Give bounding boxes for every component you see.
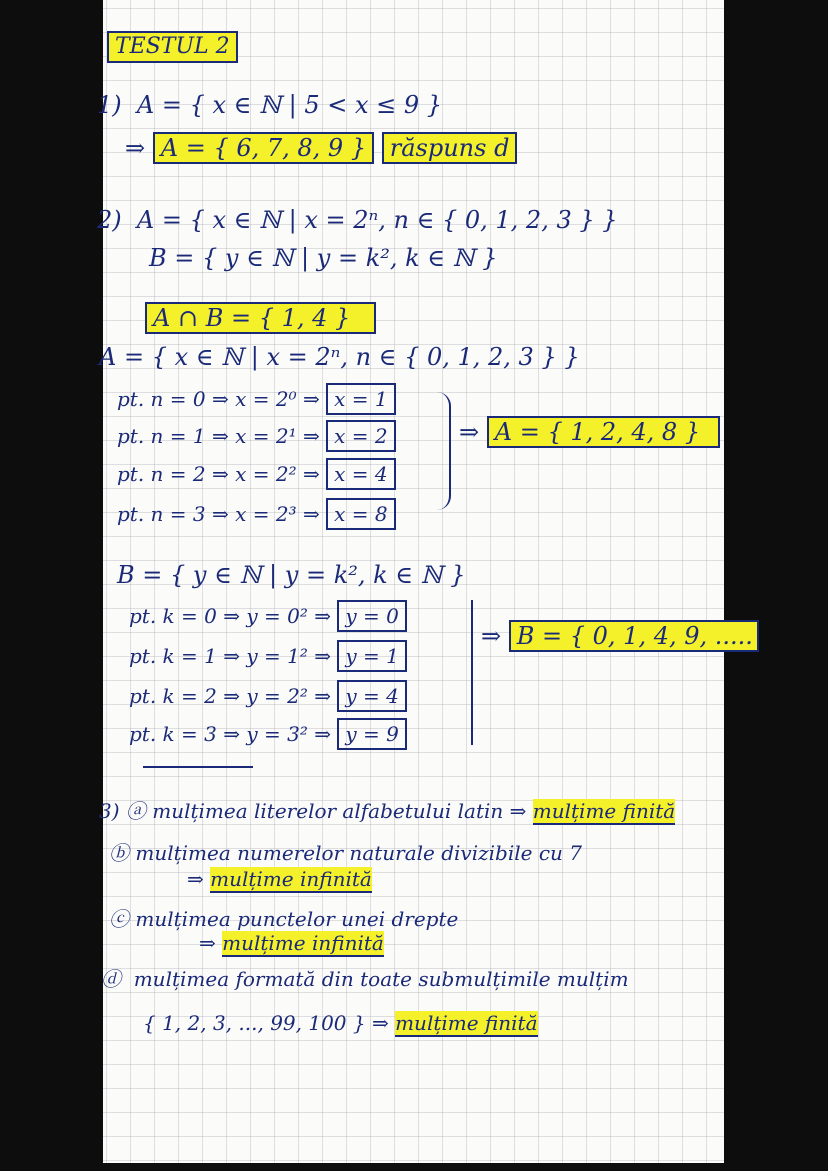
q3b-answer-line: ⇒ mulțime infinită [187, 867, 372, 891]
end-rule [143, 766, 253, 768]
q2-def-a-again: A = { x ∈ ℕ | x = 2ⁿ, n ∈ { 0, 1, 2, 3 } } [99, 343, 580, 371]
q3d-line: ⓓ mulțimea formată din toate submulțimile mulțim [101, 967, 629, 991]
q1-choice: răspuns d [382, 132, 518, 164]
b-result-line: ⇒ B = { 0, 1, 4, 9, ..... [481, 620, 759, 652]
q2-def-a: 2) A = { x ∈ ℕ | x = 2ⁿ, n ∈ { 0, 1, 2, 3 } } [97, 206, 618, 234]
b-step: pt. k = 2 ⇒ y = 2² ⇒ y = 4 [129, 680, 407, 712]
q3d-answer: mulțime finită [395, 1011, 538, 1035]
right-edge [724, 0, 828, 1171]
b-step: pt. k = 3 ⇒ y = 3² ⇒ y = 9 [129, 718, 407, 750]
notebook-page [97, 0, 753, 1163]
b-step: pt. k = 1 ⇒ y = 1² ⇒ y = 1 [129, 640, 407, 672]
q3c-answer: mulțime infinită [222, 931, 384, 955]
a-result-line: ⇒ A = { 1, 2, 4, 8 } [459, 416, 720, 448]
a-step: pt. n = 2 ⇒ x = 2² ⇒ x = 4 [117, 458, 396, 490]
b-divider [471, 600, 473, 745]
q3a-line: 3) ⓐ mulțimea literelor alfabetului latin ⇒ mulțime finită [99, 799, 676, 823]
q1-answer: A = { 6, 7, 8, 9 } [153, 132, 374, 164]
q2-def-b: B = { y ∈ ℕ | y = k², k ∈ ℕ } [149, 244, 498, 272]
q1-answer-line: ⇒ A = { 6, 7, 8, 9 } răspuns d [125, 132, 517, 164]
q2-def-b-again: B = { y ∈ ℕ | y = k², k ∈ ℕ } [117, 561, 466, 589]
q1-statement: 1) A = { x ∈ ℕ | 5 < x ≤ 9 } [97, 91, 443, 119]
q3c-line: ⓒ mulțimea punctelor unei drepte [109, 907, 459, 931]
q3b-line: ⓑ mulțimea numerelor naturale divizibile cu 7 [109, 841, 583, 865]
a-step: pt. n = 0 ⇒ x = 2⁰ ⇒ x = 1 [117, 383, 396, 415]
a-brace [435, 392, 451, 510]
left-edge [0, 0, 103, 1171]
q3a-answer: mulțime finită [532, 799, 676, 823]
page-title: TESTUL 2 [107, 30, 238, 63]
bottom-edge [0, 1163, 828, 1171]
q2-intersection: A ∩ B = { 1, 4 } [145, 302, 376, 334]
q3c-answer-line: ⇒ mulțime infinită [199, 931, 384, 955]
q3b-answer: mulțime infinită [210, 867, 372, 891]
b-step: pt. k = 0 ⇒ y = 0² ⇒ y = 0 [129, 600, 407, 632]
a-step: pt. n = 1 ⇒ x = 2¹ ⇒ x = 2 [117, 420, 396, 452]
a-step: pt. n = 3 ⇒ x = 2³ ⇒ x = 8 [117, 498, 396, 530]
q3d-answer-line: { 1, 2, 3, ..., 99, 100 } ⇒ mulțime finită [143, 1011, 538, 1035]
